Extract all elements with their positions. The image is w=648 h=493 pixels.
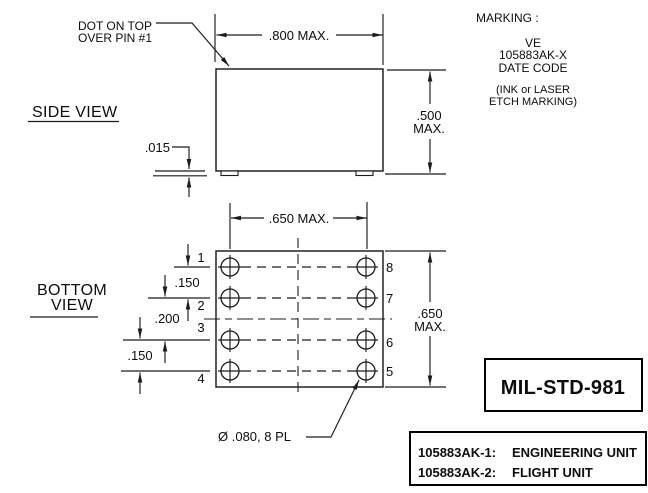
side-view-label: SIDE VIEW bbox=[32, 104, 118, 121]
dim-height-500 bbox=[385, 70, 446, 174]
dim-height-text-1: .500 bbox=[416, 108, 442, 123]
standoff-arrow-down bbox=[172, 147, 189, 169]
pin-label-8: 8 bbox=[386, 260, 394, 275]
marking-note-line1: (INK or LASER bbox=[496, 84, 570, 96]
dim-pin-span-text: .650 MAX. bbox=[268, 211, 330, 226]
callout-leader-arrow bbox=[156, 23, 229, 66]
side-view bbox=[28, 14, 446, 197]
pin-label-6: 6 bbox=[386, 335, 394, 350]
dim-body-text-1: .650 bbox=[417, 306, 443, 321]
dim-body-text-2: MAX. bbox=[414, 319, 446, 334]
pin-label-4: 4 bbox=[197, 371, 205, 386]
dim-standoff-015 bbox=[145, 140, 189, 197]
dim-height-text-2: MAX. bbox=[413, 121, 445, 136]
marking-title: MARKING : bbox=[476, 11, 539, 25]
bottom-view-label-line1: BOTTOM bbox=[37, 282, 107, 299]
dim-pitch1-text: .150 bbox=[174, 275, 200, 290]
marking-line3: DATE CODE bbox=[498, 61, 568, 75]
marking-note-line2: ETCH MARKING) bbox=[489, 96, 577, 108]
callout-text-line2: OVER PIN #1 bbox=[77, 31, 153, 45]
pin-label-5: 5 bbox=[386, 364, 394, 379]
legend-line2-code: 105883AK-2: bbox=[418, 465, 497, 480]
dim-pin-pitch-stack bbox=[121, 244, 210, 394]
pin-label-1: 1 bbox=[197, 250, 205, 265]
legend-line1-label: ENGINEERING UNIT bbox=[512, 445, 637, 460]
hole-note-text: Ø .080, 8 PL bbox=[218, 429, 291, 444]
bottom-view bbox=[30, 202, 446, 444]
package-body-side bbox=[216, 69, 383, 171]
pin-label-2: 2 bbox=[197, 298, 205, 313]
dim-width-text: .800 MAX. bbox=[268, 28, 330, 43]
hole-leader-arrow bbox=[306, 380, 359, 437]
legend-line1-code: 105883AK-1: bbox=[418, 445, 497, 460]
dim-width-800 bbox=[215, 14, 383, 65]
standard-box bbox=[485, 359, 642, 411]
package-foot-right bbox=[356, 171, 373, 176]
standard-box-text: MIL-STD-981 bbox=[500, 377, 626, 399]
hole-diameter-callout bbox=[218, 380, 359, 444]
marking-line1: VE bbox=[524, 36, 542, 50]
legend-box bbox=[410, 432, 646, 485]
marking-line2: 105883AK-X bbox=[498, 48, 568, 62]
pin-label-7: 7 bbox=[386, 291, 394, 306]
dim-pitch2-text: .200 bbox=[154, 311, 180, 326]
pin1-dot-callout bbox=[78, 19, 229, 66]
dim-body-650 bbox=[385, 251, 446, 387]
legend-line2-label: FLIGHT UNIT bbox=[512, 465, 593, 480]
package-foot-left bbox=[221, 171, 238, 176]
marking-note bbox=[476, 11, 577, 108]
bottom-view-label-line2: VIEW bbox=[50, 297, 94, 314]
callout-text-line1: DOT ON TOP bbox=[77, 19, 153, 33]
dim-pitch3-text: .150 bbox=[127, 348, 153, 363]
dim-standoff-text: .015 bbox=[144, 140, 170, 155]
pin-label-3: 3 bbox=[197, 320, 205, 335]
